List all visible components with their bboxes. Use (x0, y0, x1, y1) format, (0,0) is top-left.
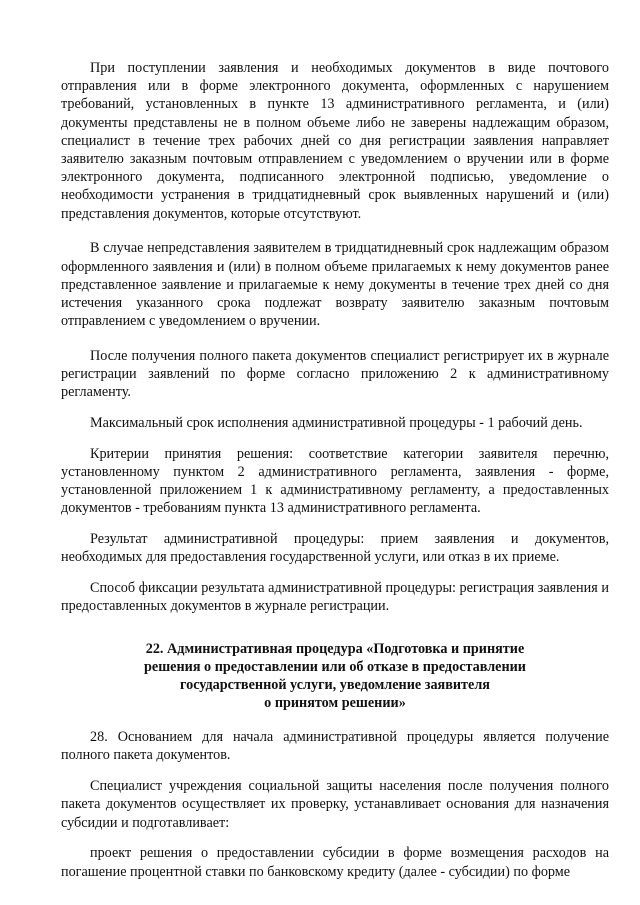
paragraph-specialist-verification: Специалист учреждения социальной защиты населения после получения полного пакета документов осуществляет их проверку, устанавливает основания для назначения субсидии и подготавливает: (61, 778, 609, 831)
paragraph-registration-journal: После получения полного пакета документов специалист регистрирует их в журнале регистрации заявлений по форме согласно приложению 2 к административному регламенту. (61, 347, 609, 401)
section-heading (61, 640, 609, 712)
section-heading-line: государственной услуги, уведомление заявителя (180, 677, 490, 694)
paragraph-mail-submission-violations: При поступлении заявления и необходимых документов в виде почтового отправления или в форме электронного документа, оформленных с нарушением требований, установленных в пункте 13 административного регламента, и (или) документы представлены не в полном объеме либо не заверены надлежащим образом, специалист в течение трех рабочих дней со дня регистрации заявления направляет заявителю заказным почтовым отправлением с уведомлением о вручении или в форме электронного документа, подписанного электронной подписью, уведомление о необходимости устранения в тридцатидневный срок выявленных нарушений и (или) представления документов, которые отсутствуют. (61, 60, 609, 222)
paragraph-procedure-result: Результат административной процедуры: прием заявления и документов, необходимых для предоставления государственной услуги, или отказ в их приеме. (61, 530, 609, 566)
section-heading-line: 22. Административная процедура «Подготовка и принятие (145, 641, 525, 658)
paragraph-item-28: 28. Основанием для начала административной процедуры является получение полного пакета документов. (61, 729, 609, 764)
paragraph-max-duration: Максимальный срок исполнения административной процедуры - 1 рабочий день. (90, 414, 583, 431)
paragraph-decision-criteria: Критерии принятия решения: соответствие категории заявителя перечню, установленному пунктом 2 административного регламента, заявления - форме, установленной приложением 1 к административному регламенту, а предоставленных документов - требованиям пункта 13 административного регламента. (61, 445, 609, 517)
section-heading-line: о принятом решении» (264, 695, 406, 712)
section-heading-line: решения о предоставлении или об отказе в предоставлении (144, 659, 526, 676)
paragraph-result-recording: Способ фиксации результата административной процедуры: регистрация заявления и предоставленных документов в журнале регистрации. (61, 579, 609, 615)
paragraph-return-of-documents: В случае непредставления заявителем в тридцатидневный срок надлежащим образом оформленного заявления и (или) в полном объеме прилагаемых к нему документов ранее представленное заявление и прилагаемые к нему документы в течение трех дней со дня истечения указанного срока подлежат возврату заявителю заказным почтовым отправлением с уведомлением о вручении. (61, 240, 609, 330)
document-body (61, 59, 609, 897)
paragraph-draft-decision: проект решения о предоставлении субсидии в форме возмещения расходов на погашение процентной ставки по банковскому кредиту (далее - субсидии) по форме (61, 845, 609, 880)
